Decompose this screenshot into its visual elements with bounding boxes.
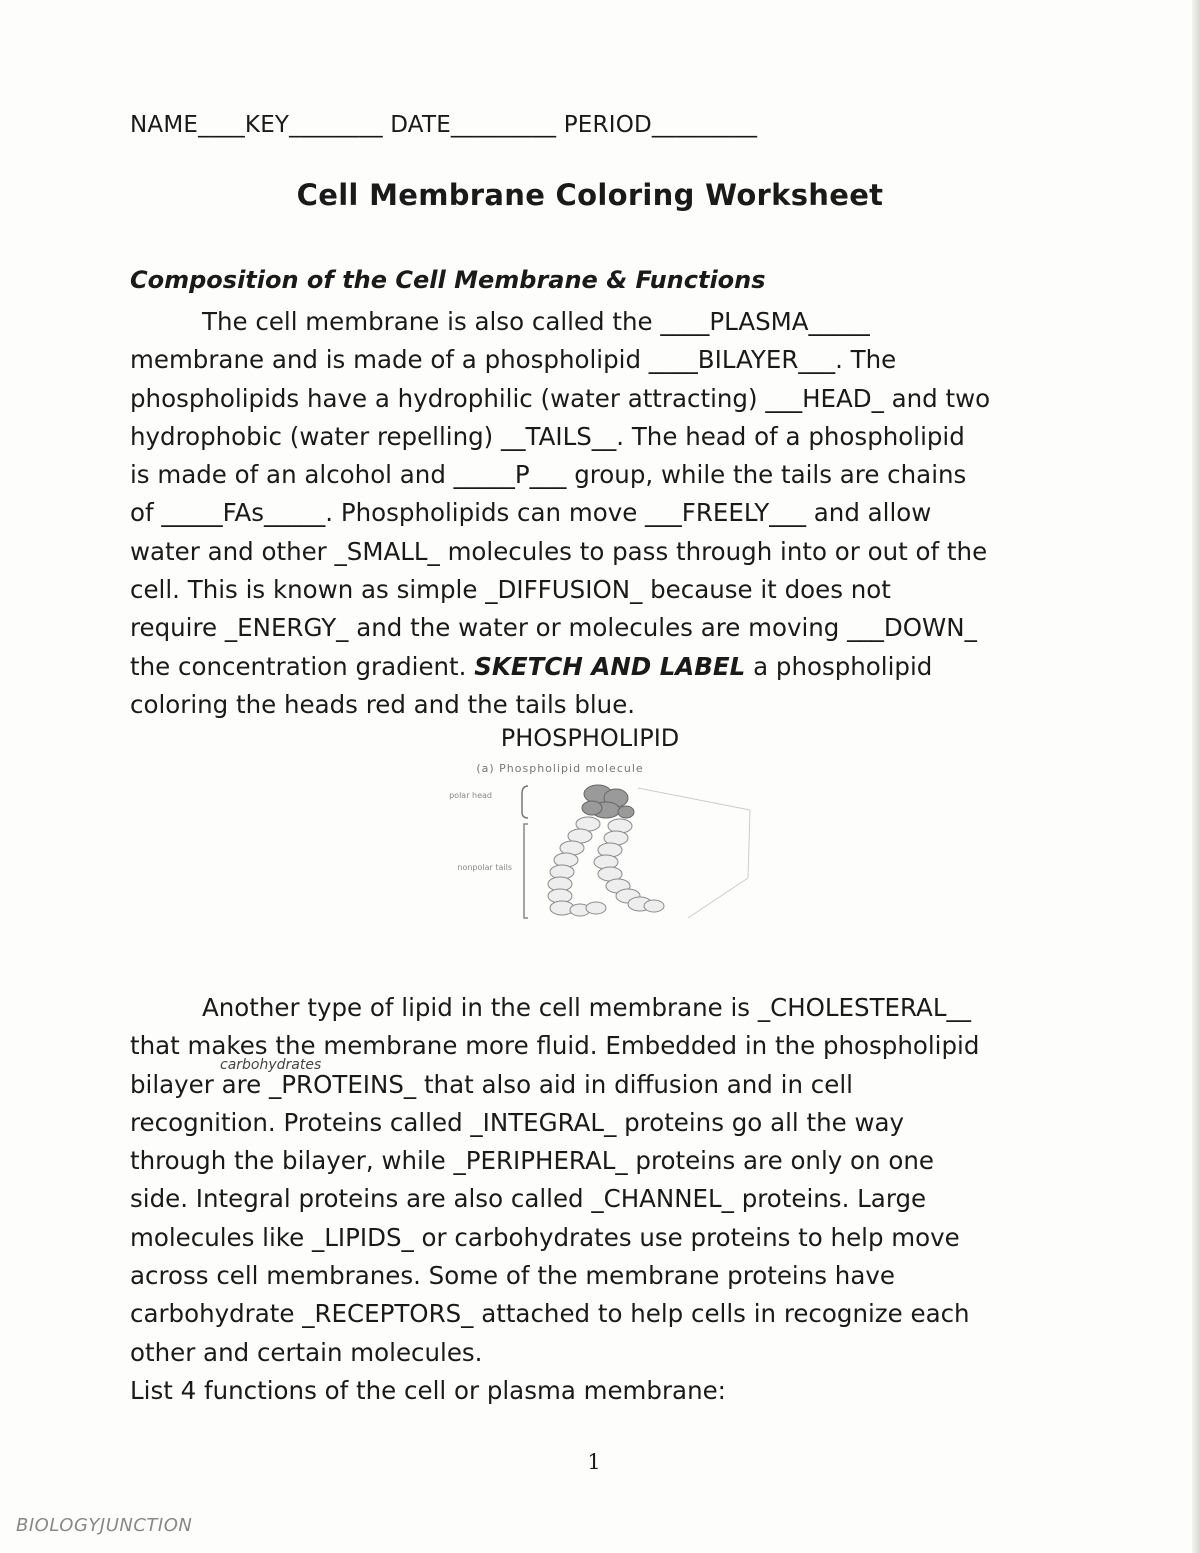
phospholipid-tails: [548, 817, 664, 916]
paragraph-line: carbohydrate _RECEPTORS_ attached to help cells in recognize each: [130, 1299, 970, 1329]
paragraph-phospholipids: [130, 303, 1090, 724]
paragraph-line: molecules like _LIPIDS_ or carbohydrates use proteins to help move: [130, 1222, 960, 1252]
paragraph-line: the concentration gradient. SKETCH AND LABEL a phospholipid: [130, 651, 933, 681]
paragraph-line: side. Integral proteins are also called _CHANNEL_ proteins. Large: [130, 1184, 927, 1214]
paragraph-line: across cell membranes. Some of the membrane proteins have: [130, 1261, 895, 1291]
paragraph-line: other and certain molecules.: [130, 1337, 483, 1367]
phospholipid-diagram: [420, 758, 780, 928]
phospholipid-head: [582, 785, 634, 818]
page-number: 1: [587, 1450, 601, 1474]
paragraph-line: of _____FAs_____. Phospholipids can move ___FREELY___ and allow: [130, 498, 932, 528]
paragraph-line: through the bilayer, while _PERIPHERAL_ proteins are only on one: [130, 1146, 934, 1176]
paragraph-line: cell. This is known as simple _DIFFUSION_ because it does not: [130, 575, 891, 605]
handwritten-note: carbohydrates: [220, 1057, 322, 1073]
figure-label: PHOSPHOLIPID: [500, 724, 680, 752]
paragraph-line: hydrophobic (water repelling) __TAILS__. The head of a phospholipid: [130, 421, 965, 451]
worksheet-title: Cell Membrane Coloring Worksheet: [296, 178, 884, 212]
paragraph-line: coloring the heads red and the tails blue.: [130, 689, 636, 719]
nonpolar-tails-label: nonpolar tails: [457, 863, 512, 872]
functions-prompt: List 4 functions of the cell or plasma membrane:: [130, 1375, 726, 1405]
page-edge-shadow: [1192, 0, 1200, 1553]
paragraph-line: require _ENERGY_ and the water or molecules are moving ___DOWN_: [130, 613, 977, 643]
watermark-logo: BIOLOGYJUNCTION: [16, 1515, 193, 1536]
paragraph-membrane-proteins: [130, 989, 1090, 1410]
student-info-line: NAME____KEY________ DATE_________ PERIOD_________: [130, 112, 758, 138]
paragraph-line: phospholipids have a hydrophilic (water attracting) ___HEAD_ and two: [130, 383, 991, 413]
section-heading: Composition of the Cell Membrane & Functions: [130, 266, 766, 294]
paragraph-line: water and other _SMALL_ molecules to pass through into or out of the: [130, 536, 988, 566]
paragraph-line: that makes the membrane more fluid. Embedded in the phospholipid: [130, 1031, 980, 1061]
paragraph-line: is made of an alcohol and _____P___ group, while the tails are chains: [130, 460, 967, 490]
sketch-instruction: SKETCH AND LABEL: [474, 651, 746, 681]
paragraph-line: Another type of lipid in the cell membrane is _CHOLESTERAL__: [202, 993, 971, 1022]
paragraph-line: membrane and is made of a phospholipid ____BILAYER___. The: [130, 345, 897, 375]
paragraph-line: recognition. Proteins called _INTEGRAL_ proteins go all the way: [130, 1107, 905, 1137]
paragraph-line: The cell membrane is also called the ____PLASMA_____: [202, 307, 870, 336]
polar-head-label: polar head: [449, 791, 492, 800]
paragraph-line: bilayer are _PROTEINS_ that also aid in diffusion and in cell: [130, 1069, 853, 1099]
diagram-caption: (a) Phospholipid molecule: [476, 762, 644, 775]
